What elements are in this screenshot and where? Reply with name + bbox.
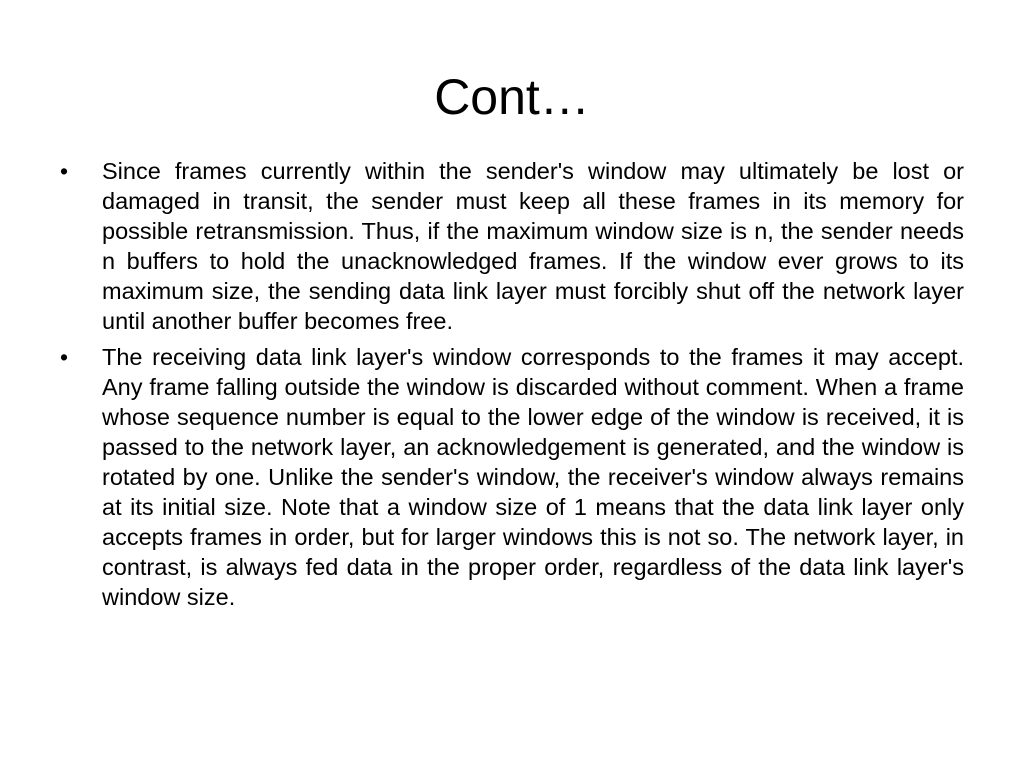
bullet-icon: • [60, 344, 69, 370]
bullet-icon: • [60, 158, 69, 184]
bullet-text: Since frames currently within the sender's window may ultimately be lost or damaged in transit, the sender must keep all these frames in its memory for possible retransmission. Thus, if the maximum window size is n, the sender needs n buffers to hold the unacknowledged frames. If the window ever grows to its maximum size, the sending data link layer must forcibly shut off the network layer until another buffer becomes free. [102, 158, 964, 334]
bullet-text: The receiving data link layer's window corresponds to the frames it may accept. Any frame falling outside the window is discarded without comment. When a frame whose sequence number is equal to the lower edge of the window is received, it is passed to the network layer, an acknowledgement is generated, and the window is rotated by one. Unlike the sender's window, the receiver's window always remains at its initial size. Note that a window size of 1 means that the data link layer only accepts frames in order, but for larger windows this is not so. The network layer, in contrast, is always fed data in the proper order, regardless of the data link layer's window size. [102, 344, 964, 610]
slide-title: Cont… [434, 69, 590, 125]
bullet-item [58, 342, 964, 612]
bullet-list [58, 156, 964, 618]
bullet-item [58, 156, 964, 336]
